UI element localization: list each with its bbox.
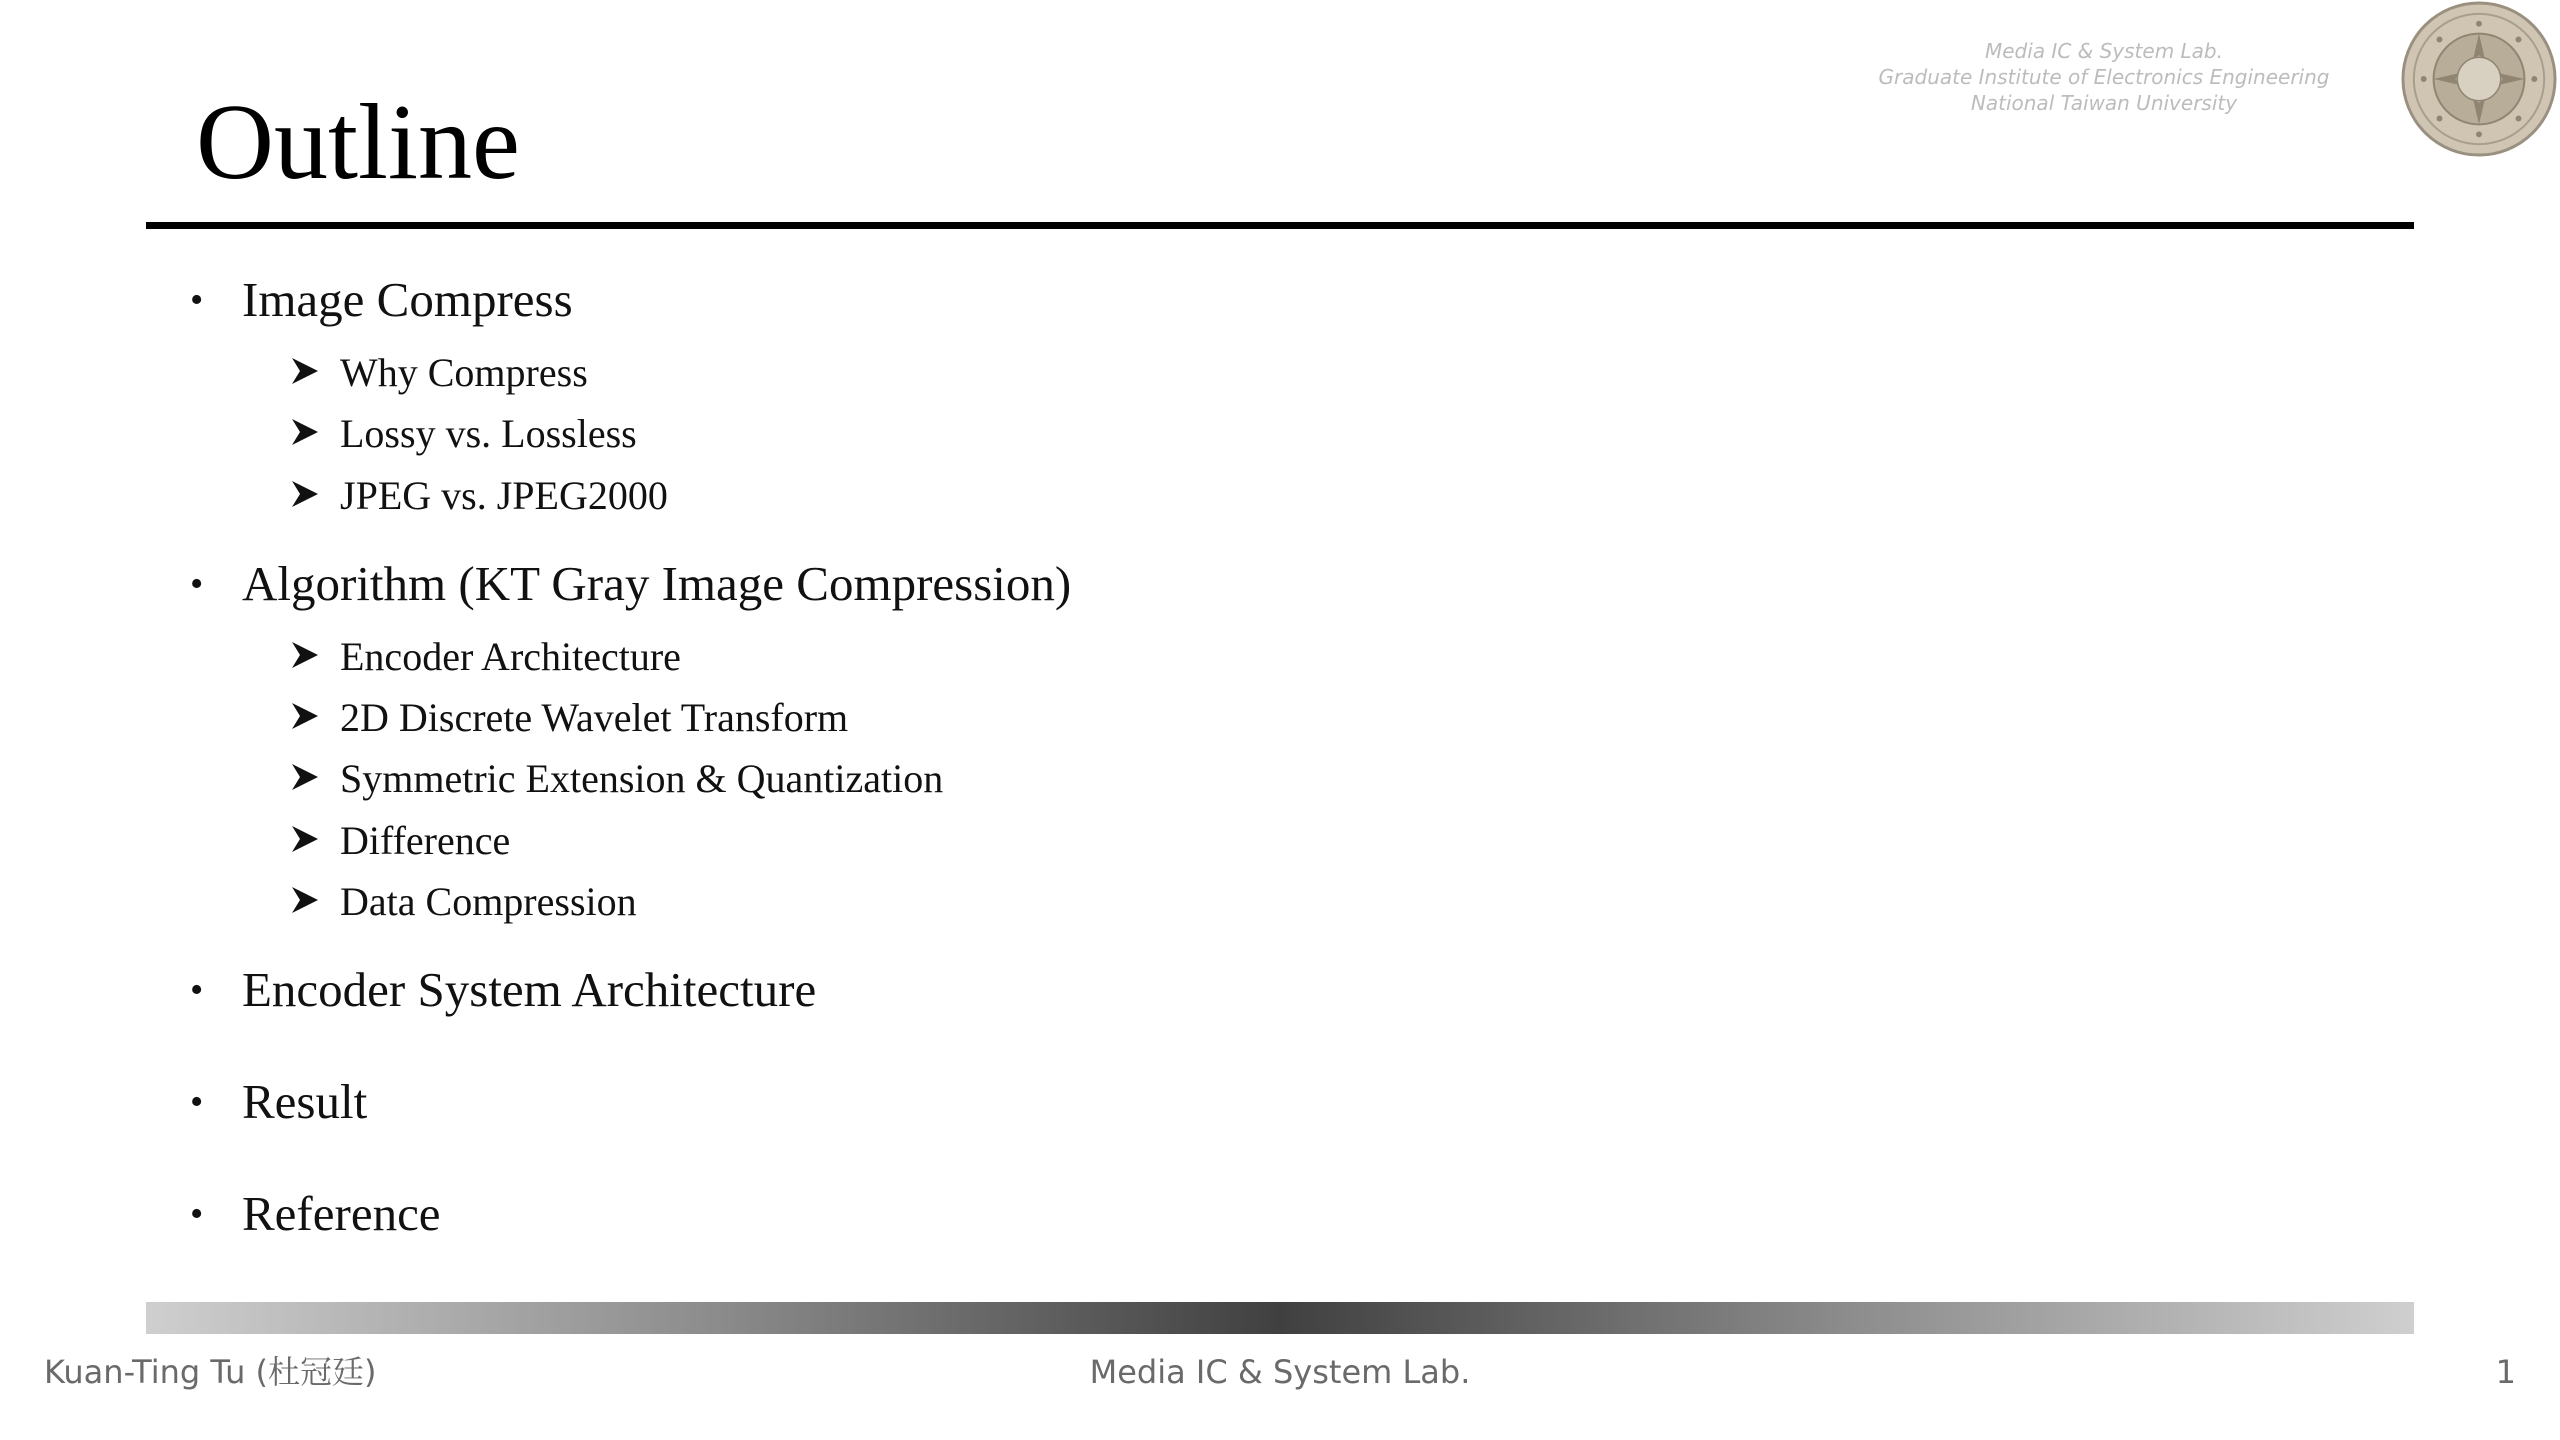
header-line-university: National Taiwan University [1970, 91, 2238, 115]
footer-gradient-bar [146, 1302, 2414, 1334]
sub-item [190, 687, 2290, 748]
outline-list [190, 270, 2290, 1244]
outline-item-reference [190, 1184, 2290, 1244]
sub-item [190, 871, 2290, 932]
sub-item-label: Data Compression [340, 879, 637, 925]
sub-item [190, 748, 2290, 809]
sub-item [190, 342, 2290, 403]
bullet-icon: • [190, 1081, 204, 1124]
outline-item-label: Algorithm (KT Gray Image Compression) [242, 555, 1072, 611]
sub-item [190, 626, 2290, 687]
arrowhead-icon [290, 640, 320, 670]
title-rule [146, 222, 2414, 229]
sub-item-label: Why Compress [340, 350, 588, 395]
arrowhead-icon [290, 479, 320, 509]
header-line-lab: Media IC & System Lab. [1985, 39, 2223, 63]
outline-item-image-compress [190, 270, 2290, 330]
sub-item-label: Encoder Architecture [340, 633, 681, 679]
bullet-icon: • [190, 969, 204, 1012]
sub-item-label: 2D Discrete Wavelet Transform [340, 695, 849, 741]
outline-item-label: Reference [242, 1186, 441, 1242]
sub-item [190, 810, 2290, 871]
arrowhead-icon [290, 885, 320, 915]
sub-item-label: Lossy vs. Lossless [340, 411, 637, 457]
sub-list [190, 626, 2290, 932]
outline-item-algorithm [190, 554, 2290, 614]
sub-list [190, 342, 2290, 526]
university-seal-icon [2400, 0, 2558, 158]
bullet-icon: • [190, 562, 204, 605]
arrowhead-icon [290, 417, 320, 447]
footer-lab: Media IC & System Lab. [1089, 1353, 1471, 1391]
outline-item-result [190, 1072, 2290, 1132]
arrowhead-icon [290, 356, 320, 386]
bullet-icon: • [190, 279, 204, 321]
arrowhead-icon [290, 762, 320, 792]
slide-title: Outline [196, 83, 520, 202]
arrowhead-icon [290, 701, 320, 731]
outline-item-encoder-system-architecture [190, 960, 2290, 1020]
arrowhead-icon [290, 824, 320, 854]
sub-item [190, 465, 2290, 526]
outline-item-label: Encoder System Architecture [242, 962, 817, 1018]
footer-author: Kuan-Ting Tu (杜冠廷) [44, 1353, 377, 1391]
sub-item-label: JPEG vs. JPEG2000 [340, 472, 668, 518]
bullet-icon: • [190, 1193, 204, 1236]
sub-item-label: Difference [340, 817, 511, 863]
outline-item-label: Image Compress [242, 272, 573, 327]
sub-item-label: Symmetric Extension & Quantization [340, 756, 944, 802]
page-number: 1 [2495, 1353, 2516, 1391]
outline-item-label: Result [242, 1074, 368, 1130]
header-lab-info [1824, 38, 2384, 116]
sub-item [190, 403, 2290, 464]
header-line-institute: Graduate Institute of Electronics Engineering [1878, 65, 2330, 89]
